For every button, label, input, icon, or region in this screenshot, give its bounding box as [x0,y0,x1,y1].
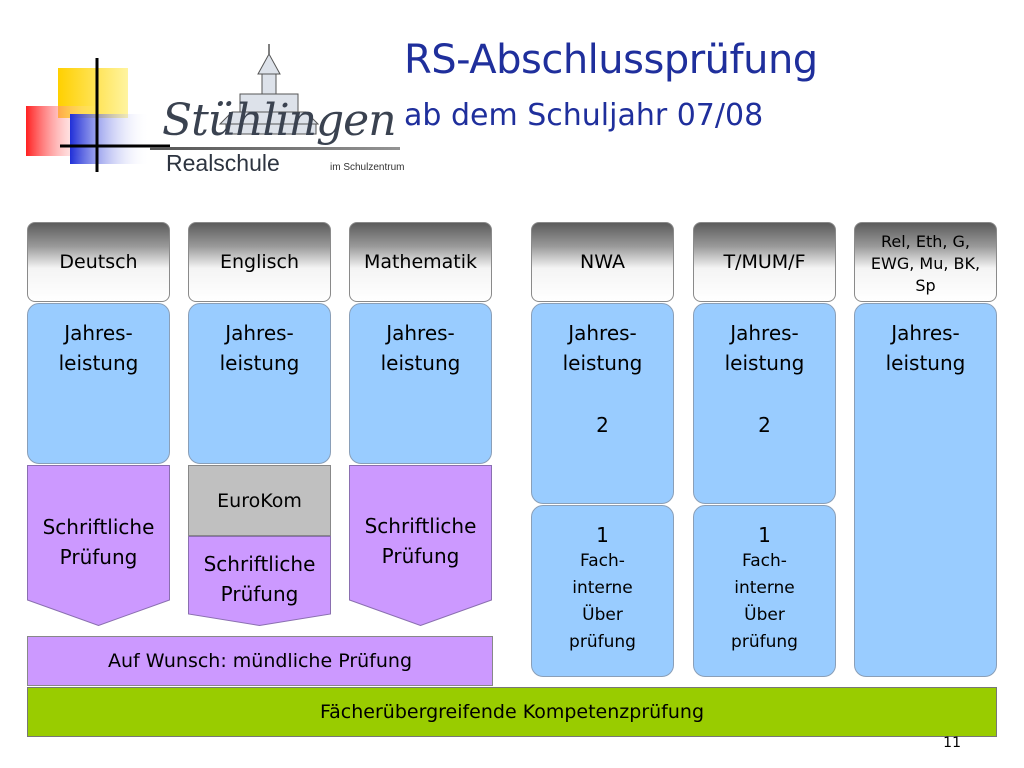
logo [0,40,405,190]
jahresleistung-line2: leistung [724,351,805,375]
jahresleistung-line2: leistung [58,351,139,375]
eurokom-label: EuroKom [217,489,302,512]
fachintern-line: Über [744,605,785,625]
jahresleistung-box-mathematik [349,303,492,464]
written-exam-line1: Schriftliche [364,514,477,538]
fachintern-line: Fach- [742,551,787,571]
eurokom-box [188,465,331,536]
page-number: 11 [943,735,961,751]
logo-script-text: Stühlingen [162,95,396,146]
subject-label: Rel, Eth, G, EWG, Mu, BK, Sp [870,232,981,295]
weight-two: 2 [596,413,609,437]
written-exam-line2: Prüfung [381,544,460,568]
written-exam-line1: Schriftliche [203,552,316,576]
subject-header-englisch [188,222,331,302]
weight-two: 2 [758,413,771,437]
jahresleistung-line2: leistung [380,351,461,375]
jahresleistung-box-deutsch [27,303,170,464]
jahresleistung-line2: leistung [885,351,966,375]
slide-title: RS-Abschlussprüfung [404,37,818,83]
oral-exam-bar [27,636,493,686]
jahresleistung-line1: Jahres- [730,321,799,345]
fachintern-line: interne [572,578,633,598]
logo-school-text: Realschule [166,150,280,176]
fachintern-line: prüfung [569,632,636,652]
fachintern-line: prüfung [731,632,798,652]
jahresleistung-box-other [854,303,997,677]
subject-header-nwa [531,222,674,302]
jahresleistung-box-nwa [531,303,674,504]
jahresleistung-line1: Jahres- [64,321,133,345]
fachintern-line: Fach- [580,551,625,571]
written-exam-englisch [188,536,331,626]
fachintern-line: Über [582,605,623,625]
slide-subtitle: ab dem Schuljahr 07/08 [404,98,764,133]
fachintern-line: interne [734,578,795,598]
subject-header-tmumf [693,222,836,302]
written-exam-deutsch [27,465,170,626]
fachintern-box-nwa [531,505,674,677]
weight-one: 1 [758,523,771,547]
competence-exam-label: Fächerübergreifende Kompetenzprüfung [319,701,705,723]
subject-label: T/MUM/F [723,251,806,273]
subject-label: NWA [580,251,625,273]
jahresleistung-line2: leistung [219,351,300,375]
subject-header-mathematik [349,222,492,302]
logo-tagline: im Schulzentrum [330,162,405,173]
weight-one: 1 [596,523,609,547]
subject-label: Englisch [219,251,300,273]
jahresleistung-line1: Jahres- [386,321,455,345]
subject-label: Deutsch [59,251,138,273]
subject-header-other [854,222,997,302]
jahresleistung-box-englisch [188,303,331,464]
oral-exam-label: Auf Wunsch: mündliche Prüfung [107,650,413,672]
subject-header-deutsch [27,222,170,302]
jahresleistung-line1: Jahres- [568,321,637,345]
written-exam-mathematik [349,465,492,626]
competence-exam-bar [27,687,997,737]
written-exam-line2: Prüfung [59,545,138,569]
jahresleistung-line1: Jahres- [225,321,294,345]
fachintern-box-tmumf [693,505,836,677]
jahresleistung-box-tmumf [693,303,836,504]
jahresleistung-line1: Jahres- [891,321,960,345]
jahresleistung-line2: leistung [562,351,643,375]
written-exam-line2: Prüfung [220,582,299,606]
subject-label: Mathematik [363,251,478,273]
written-exam-line1: Schriftliche [42,515,155,539]
